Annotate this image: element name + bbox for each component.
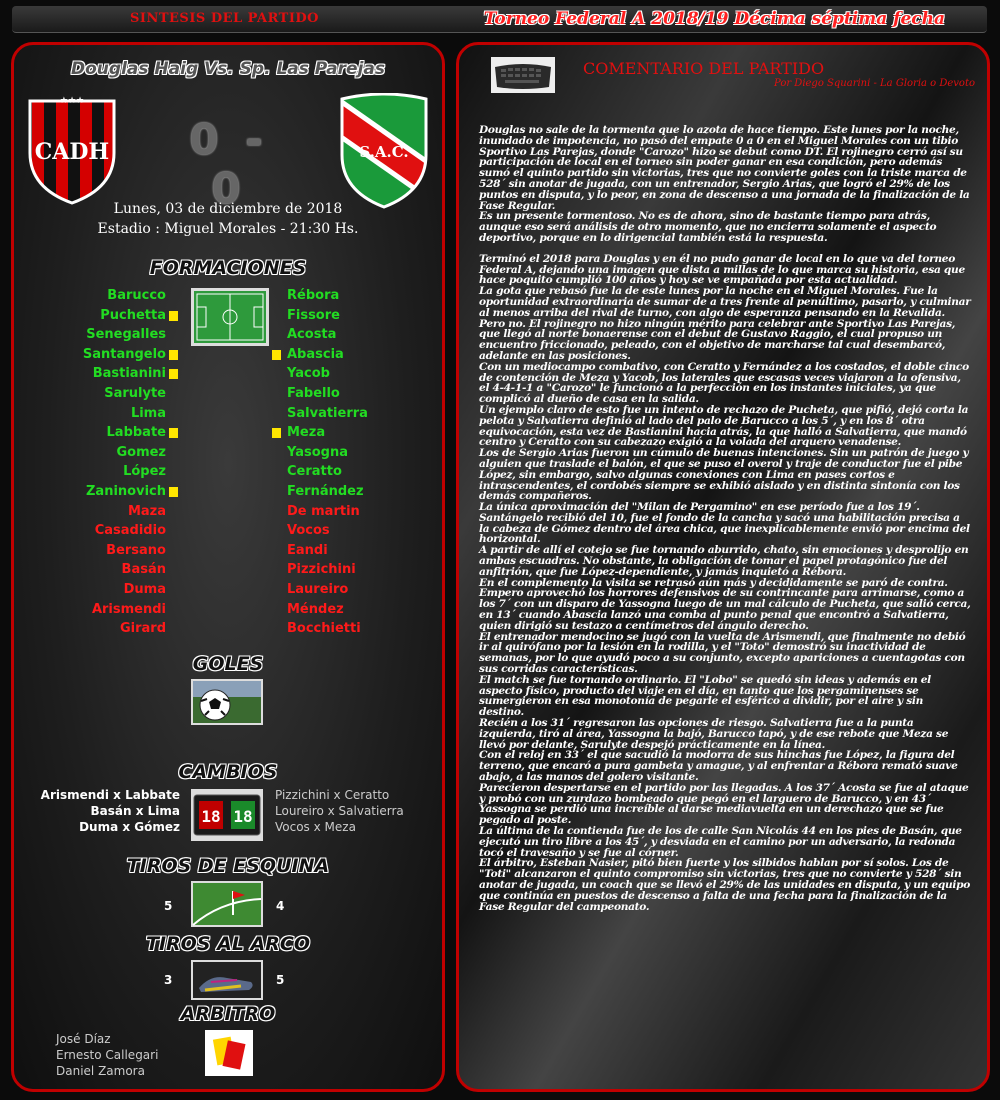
home-player: Zaninovich — [86, 484, 166, 499]
comment-paragraph: Douglas no sale de la tormenta que lo azota de hace tiempo. Este lunes por la noche, inundado de impotencia, no pasó del empate 0 a 0 en el Miguel Morales con un tibio Sportivo Las Parejas, donde "Carozo" hizo se debut como DT. El rojinegro cerró así su participación de local en el torneo sin poder ganar en esa condición, pero además sumó el quinto partido sin victorias, tres que no convierte goles con la triste marca de 528´ sin anotar de jugada, con un entrenador, Sergio Arias, que logró el 29% de los puntos en disputa, y lo peor, en zona de descenso a una jornada de la finalización de la Fase Regular. — [479, 124, 970, 212]
comment-paragraph: El match se fue tornando ordinario. El "Lobo" se quedó sin ideas y además en el aspecto físico, producto del viaje en el día, en tanto que los pergaminenses se sumergieron en esa monotonía de pegarle el esférico a dividir, por el aire y sin destino. — [479, 673, 931, 719]
away-change-2: Loureiro x Salvatierra — [275, 804, 404, 818]
comment-paragraph: Es un presente tormentoso. No es de ahora, sino de bastante tiempo para atrás, aunque eso será análisis de otro momento, que no encierra solamente el aspecto deportivo, porque en lo dirigencial también está la respuesta. — [479, 210, 937, 244]
away-crest-icon — [332, 93, 436, 211]
away-player: Vocos — [287, 523, 330, 539]
home-player: López — [123, 464, 166, 480]
formations-heading: FORMACIONES — [149, 257, 307, 279]
substitution-board-icon — [191, 789, 263, 841]
away-player: De martin — [287, 503, 360, 519]
yellow-card-icon — [169, 428, 178, 438]
match-stadium: Estadio : Miguel Morales - 21:30 Hs. — [97, 221, 359, 237]
yellow-card-icon — [169, 350, 178, 360]
field-icon — [191, 288, 269, 346]
referee-1: José Díaz — [56, 1032, 111, 1046]
comment-paragraph: Los de Sergio Arias fueron un cúmulo de buenas intenciones. Sin un patrón de juego y alguien que traslade el balón, el que se puso el overol y traje de conductor fue el pibe López, sin embargo, salvo algunas conexiones con Lima en pases cortos e intrascendentes, el cordobés siempre se exhibió aislado y en distinta sintonía con los demás compañeros. — [479, 447, 969, 503]
yellow-card-icon — [169, 487, 178, 497]
shots-home: 3 — [164, 973, 173, 987]
home-player: Bastianini — [92, 366, 166, 382]
comment-paragraph: La última de la contienda fue de los de calle San Nicolás 44 en los pies de Basán, que ejecutó un tiro libre a los 45´, y desviada en el camino por un adversario, la redonda tocó el travesaño y se fue al córner. — [479, 825, 962, 859]
away-player: Laureiro — [287, 582, 349, 597]
svg-text:★★★: ★★★ — [59, 96, 85, 106]
referee-3: Daniel Zamora — [56, 1064, 145, 1078]
home-player: Labbate — [106, 425, 166, 441]
shots-heading: TIROS AL ARCO — [146, 933, 310, 955]
comment-paragraph: Con el reloj en 33´ el que sacudió la modorra de sus hinchas fue López, la figura del terreno, que encaró a pura gambeta y amague, y al enfrentar a Rébora remató suave abajo, a las manos del golero visitante. — [479, 749, 958, 784]
yellow-card-icon — [272, 350, 281, 360]
home-player: Barucco — [107, 288, 166, 303]
comment-paragraph: Con un mediocampo combativo, con Ceratto y Fernández a los costados, el doble cinco de contención de Meza y Yacob, los laterales que escasas veces viajaron a la ofensiva, el 4-4-1-1 a "Carozo" le funcionó a la perfección en los instantes iniciales, ya que complicó al dueño de casa en la salida. — [479, 360, 969, 406]
match-summary-panel — [11, 42, 445, 1092]
goals-heading: GOLES — [192, 653, 264, 675]
summary-header: SINTESIS DEL PARTIDO — [130, 11, 320, 26]
comment-title: COMENTARIO DEL PARTIDO — [583, 59, 825, 78]
match-title: Douglas Haig Vs. Sp. Las Parejas — [71, 59, 385, 79]
away-change-3: Vocos x Meza — [275, 820, 356, 834]
away-player: Fernández — [287, 484, 364, 499]
away-player: Fissore — [287, 307, 340, 323]
home-player: Maza — [127, 503, 166, 519]
comment-paragraph: La gota que rebasó fue la de este lunes por la noche en el Miguel Morales. Fue la oportunidad extraordinaria de sumar de a tres frente al penúltimo, pasarlo, y culminar al menos arriba del rival de turno, con algo de esperanza pensando en la Revalida. — [479, 285, 971, 319]
home-player: Lima — [130, 405, 166, 421]
tournament-header: Torneo Federal A 2018/19 Décima séptima fecha — [483, 9, 945, 29]
corners-home: 5 — [164, 899, 173, 913]
comment-paragraph: Parecieron despertarse en el partido por las llegadas. A los 37´ Acosta se fue al ataque y probó con un zurdazo bombeado que pegó en el larguero de Barucco, y en 43´ Yassogna se perdió una increíble al darse mediavuelta en un derechazo que se fue pegado al poste. — [479, 781, 969, 827]
cards-icon — [205, 1030, 253, 1076]
away-player: Bocchietti — [287, 621, 361, 637]
comment-paragraph: Pero no. El rojinegro no hizo ningún mérito para celebrar ante Sportivo Las Parejas, que llegó al norte bonaerense con el debut de Gustavo Raggio, el cual propuso un encuentro friccionado, peleado, con el objetivo de marcharse tal cual desembarcó, adelante en las posiciones. — [479, 317, 956, 362]
away-player: Acosta — [287, 327, 337, 343]
home-player: Arismendi — [91, 601, 166, 617]
changes-heading: CAMBIOS — [178, 761, 278, 783]
away-player: Yasogna — [287, 444, 348, 460]
yellow-card-icon — [169, 369, 178, 379]
comment-paragraph: El árbitro, Esteban Nasier, pitó bien fuerte y los silbidos hablan por sí solos. Los de "Toti" alcanzaron el quinto compromiso sin victorias, tres que no convierte y 528´ sin anotar de jugada, un coach que se llevó el 29% de las unidades en disputa, y un equipo que continúa en puestos de descenso a falta de una fecha para la finalización de la Fase Regular del campeonato. — [479, 857, 970, 913]
home-player: Santangelo — [82, 346, 166, 362]
away-player: Salvatierra — [287, 405, 368, 421]
home-change-1: Arismendi x Labbate — [40, 788, 180, 802]
home-player: Duma — [123, 582, 166, 597]
away-player: Ceratto — [287, 464, 342, 480]
yellow-card-icon — [169, 311, 178, 321]
away-player: Fabello — [287, 386, 340, 401]
referee-heading: ARBITRO — [180, 1003, 276, 1025]
keyboard-icon — [491, 57, 555, 93]
home-player: Basán — [121, 562, 166, 578]
home-player: Gomez — [116, 444, 166, 460]
corners-away: 4 — [276, 899, 285, 913]
shots-away: 5 — [276, 973, 285, 987]
corner-flag-icon — [191, 881, 263, 927]
away-player: Abascia — [287, 346, 344, 362]
yellow-card-icon — [272, 428, 281, 438]
away-player: Méndez — [287, 601, 344, 617]
away-player: Eandi — [287, 542, 328, 558]
comment-paragraph: Recién a los 31´ regresaron las opciones de riesgo. Salvatierra fue a la punta izquierda, tiró al área, Yassogna la bajó, Barucco tapó, y de ese rebote que Meza se llevó por delante, Sarulyte despejó prácticamente en la línea. — [479, 717, 949, 751]
home-player: Senegalles — [86, 327, 166, 343]
away-player: Yacob — [287, 366, 330, 382]
home-change-2: Basán x Lima — [90, 804, 180, 818]
home-crest-icon — [22, 93, 122, 208]
ball-icon — [191, 679, 263, 725]
home-player: Sarulyte — [104, 386, 166, 401]
home-player: Girard — [119, 621, 166, 637]
score: 0 - 0 — [189, 115, 269, 213]
away-player: Meza — [287, 425, 326, 441]
comment-paragraph: En el complemento la visita se retrasó aún más y decididamente se paró de contra. Empero aprovechó los horrores defensivos de su contrincante para arrimarse, como a los 7´ con un disparo de Yassogna luego de un mal cálculo de Pucheta, que salió cerca, en 13´ cuando Abascia lanzó una comba al punto penal que encontró a Salvatierra, quien dirigió su testazo a centímetros del ángulo derecho. — [479, 576, 971, 632]
away-player: Pizzichini — [287, 562, 356, 578]
match-date: Lunes, 03 de diciembre de 2018 — [113, 201, 343, 217]
svg-text:18: 18 — [201, 807, 221, 826]
comment-paragraph: El entrenador mendocino se jugó con la vuelta de Arismendi, que finalmente no debió ir al quirófano por la lesión en la rodilla, y el "Toto" demostró su inactividad de semanas, por lo que ayudó poco a su conjunto, excepto apariciones a cuentagotas con sus corridas características. — [479, 630, 966, 676]
corners-heading: TIROS DE ESQUINA — [126, 855, 330, 877]
away-crest-label: S.A.C. — [359, 143, 409, 161]
comment-paragraph: La única aproximación del "Milan de Pergamino" en ese período fue a los 19´. Santángelo recibió del 10, fue el fondo de la cancha y sacó una habilitación precisa a la cabeza de Gómez dentro del área chica, que inexplicablemente envió por encima del horizontal. — [479, 501, 970, 546]
comment-paragraph: A partir de allí el cotejo se fue tornando aburrido, chato, sin emociones y desprolijo en ambas escuadras. No obstante, la obligación de tomar el papel protagónico fue del anfitrión, que fue López-dependiente, y jamás inquietó a Rébora. — [479, 544, 969, 578]
home-player: Puchetta — [100, 307, 166, 323]
home-crest-label: CADH — [34, 139, 110, 165]
referee-2: Ernesto Callegari — [56, 1048, 159, 1062]
comment-byline: Por Diego Squarini - La Gloria o Devoto — [774, 78, 975, 89]
boots-icon — [191, 960, 263, 1000]
home-player: Casadidio — [94, 523, 166, 539]
home-player: Bersano — [106, 542, 166, 558]
away-change-1: Pizzichini x Ceratto — [275, 788, 390, 802]
home-change-3: Duma x Gómez — [79, 820, 180, 834]
comment-paragraph: Terminó el 2018 para Douglas y en él no pudo ganar de local en lo que va del torneo Federal A, dejando una imagen que dista a millas de lo que marca su historia, esa que hace poquito cumplió 100 años y hoy se ve empañada por esta actualidad. — [479, 252, 965, 287]
match-comment-panel — [456, 42, 990, 1092]
comment-paragraph: Un ejemplo claro de esto fue un intento de rechazo de Pucheta, que pifió, dejó corta la pelota y Salvatierra definió al lado del palo de Barucco a los 5´, y en los 8´ otra equivocación, esta vez de Bastianini hacia atrás, la que halló a Salvatierra, que mandó centro y Ceratto con su cabezazo exigió a la volada del arquero venadense. — [479, 403, 969, 449]
comment-body — [479, 125, 971, 912]
away-player: Rébora — [287, 288, 340, 303]
svg-text:18: 18 — [233, 807, 253, 826]
